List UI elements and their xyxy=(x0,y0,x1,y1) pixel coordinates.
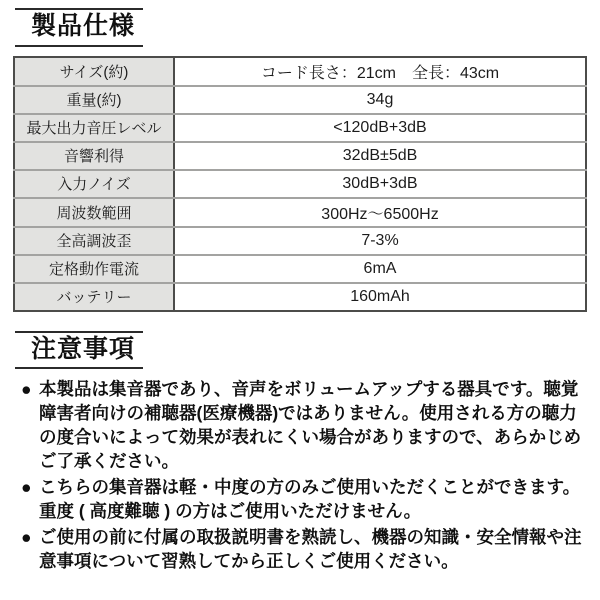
spec-label: バッテリー xyxy=(14,283,174,311)
notes-section-heading xyxy=(15,331,143,370)
spec-label: 全高調波歪 xyxy=(14,227,174,255)
spec-label: 重量(約) xyxy=(14,86,174,114)
table-row xyxy=(14,170,586,198)
table-row xyxy=(14,142,586,170)
spec-section-heading xyxy=(15,8,143,47)
spec-value: <120dB+3dB xyxy=(174,114,586,142)
note-item xyxy=(21,475,588,523)
table-row xyxy=(14,255,586,283)
notes-section-title: 注意事項 xyxy=(31,335,136,363)
spec-label: サイズ(約) xyxy=(14,57,174,86)
table-row xyxy=(14,283,586,311)
spec-label: 音響利得 xyxy=(14,142,174,170)
table-row xyxy=(14,227,586,255)
spec-value: 300Hz～6500Hz xyxy=(174,198,586,227)
spec-section-title: 製品仕様 xyxy=(31,13,136,40)
spec-label: 入力ノイズ xyxy=(14,170,174,198)
note-text: こちらの集音器は軽・中度の方のみご使用いただくことができます。重度 ( 高度難聴 ) の方はご使用いただけません。 xyxy=(39,477,581,521)
spec-value: 34g xyxy=(174,86,586,114)
bullet-icon: ● xyxy=(21,477,32,497)
note-item xyxy=(21,525,588,573)
spec-label: 最大出力音圧レベル xyxy=(14,114,174,142)
note-item xyxy=(21,377,588,473)
spec-label: 周波数範囲 xyxy=(14,198,174,227)
spec-value: 32dB±5dB xyxy=(174,142,586,170)
spec-value: 7-3% xyxy=(174,227,586,255)
notes-list xyxy=(13,377,588,573)
bullet-icon: ● xyxy=(21,379,32,399)
spec-label: 定格動作電流 xyxy=(14,255,174,283)
table-row xyxy=(14,86,586,114)
spec-value: 30dB+3dB xyxy=(174,170,586,198)
spec-value: 160mAh xyxy=(174,283,586,311)
note-text: ご使用の前に付属の取扱説明書を熟読し、機器の知識・安全情報や注意事項について習熟してから正しくご使用ください。 xyxy=(39,527,582,571)
spec-value: コード長さ：21cm 全長：43cm xyxy=(174,57,586,86)
note-text: 本製品は集音器であり、音声をボリュームアップする器具です。聴覚障害者向けの補聴器(医療機器)ではありません。使用される方の聴力の度合いによって効果が表れにくい場合がありますので、あらかじめご了承ください。 xyxy=(39,379,582,471)
bullet-icon: ● xyxy=(21,527,32,547)
table-row xyxy=(14,114,586,142)
table-row xyxy=(14,198,586,227)
spec-table xyxy=(13,56,587,312)
spec-value: 6mA xyxy=(174,255,586,283)
table-row xyxy=(14,57,586,86)
